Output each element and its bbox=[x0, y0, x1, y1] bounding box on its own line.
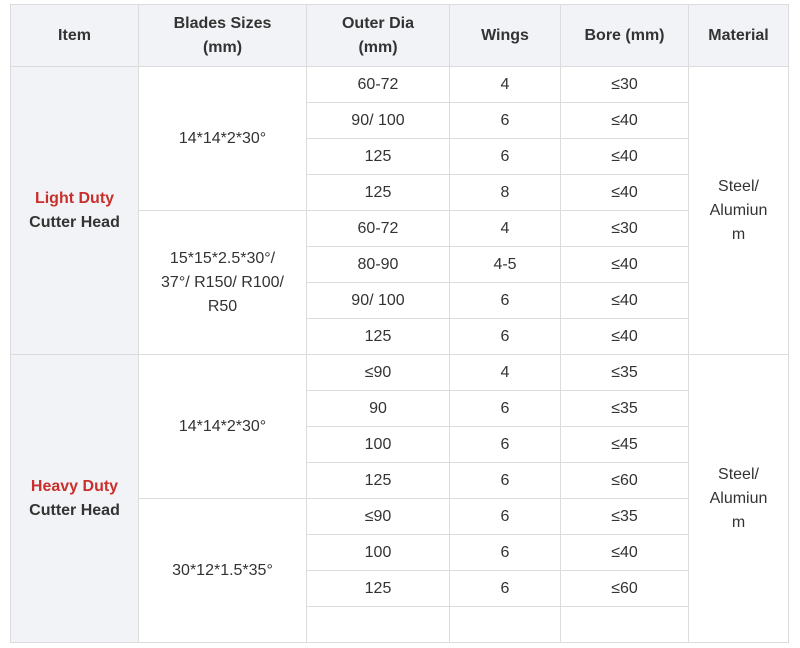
header-blades-sizes bbox=[139, 5, 307, 67]
table-header bbox=[11, 5, 789, 67]
wings-cell: 6 bbox=[450, 463, 561, 499]
wings-cell: 6 bbox=[450, 499, 561, 535]
bore-cell: ≤45 bbox=[561, 427, 689, 463]
outer-dia-cell: 125 bbox=[307, 463, 450, 499]
blade-size-line: 37°/ R150/ R100/ bbox=[161, 273, 284, 291]
material-cell bbox=[689, 67, 789, 355]
item-cell-heavy-duty bbox=[11, 355, 139, 643]
table-row bbox=[11, 67, 789, 103]
item-accent-text: Heavy Duty bbox=[30, 477, 119, 495]
material-line: Steel/ bbox=[718, 465, 759, 483]
bore-cell: ≤40 bbox=[561, 175, 689, 211]
material-line: Alumiun bbox=[709, 489, 768, 507]
outer-dia-cell: 125 bbox=[307, 319, 450, 355]
wings-cell: 6 bbox=[450, 571, 561, 607]
bore-cell: ≤40 bbox=[561, 283, 689, 319]
cutter-head-spec-table bbox=[10, 4, 789, 643]
wings-cell: 4 bbox=[450, 211, 561, 247]
wings-cell: 6 bbox=[450, 319, 561, 355]
outer-dia-cell: 90/ 100 bbox=[307, 283, 450, 319]
outer-dia-cell: 125 bbox=[307, 571, 450, 607]
outer-dia-cell: 100 bbox=[307, 427, 450, 463]
wings-cell: 4 bbox=[450, 67, 561, 103]
outer-dia-cell: 80-90 bbox=[307, 247, 450, 283]
outer-dia-cell: 60-72 bbox=[307, 67, 450, 103]
blade-size-line: 14*14*2*30° bbox=[178, 417, 267, 435]
bore-cell: ≤30 bbox=[561, 211, 689, 247]
item-cell-light-duty bbox=[11, 67, 139, 355]
wings-cell: 4-5 bbox=[450, 247, 561, 283]
material-line: m bbox=[731, 513, 746, 531]
wings-cell bbox=[450, 607, 561, 643]
bore-cell bbox=[561, 607, 689, 643]
bore-cell: ≤60 bbox=[561, 463, 689, 499]
header-blades-line1: Blades Sizes bbox=[173, 14, 272, 32]
table-row bbox=[11, 355, 789, 391]
item-base-text: Cutter Head bbox=[29, 501, 120, 519]
bore-cell: ≤40 bbox=[561, 319, 689, 355]
material-line: Steel/ bbox=[718, 177, 759, 195]
bore-cell: ≤40 bbox=[561, 103, 689, 139]
wings-cell: 6 bbox=[450, 535, 561, 571]
table-body bbox=[11, 67, 789, 643]
wings-cell: 6 bbox=[450, 103, 561, 139]
blade-size-line: 15*15*2.5*30°/ bbox=[169, 249, 276, 267]
outer-dia-cell: 100 bbox=[307, 535, 450, 571]
blade-size-cell bbox=[139, 67, 307, 211]
wings-cell: 6 bbox=[450, 283, 561, 319]
outer-dia-cell: 125 bbox=[307, 175, 450, 211]
bore-cell: ≤40 bbox=[561, 247, 689, 283]
blade-size-line: R50 bbox=[207, 297, 238, 315]
header-wings-label: Wings bbox=[481, 26, 529, 44]
blade-size-line: 30*12*1.5*35° bbox=[172, 561, 273, 579]
blade-size-line: 14*14*2*30° bbox=[178, 129, 267, 147]
header-wings bbox=[450, 5, 561, 67]
outer-dia-cell: 125 bbox=[307, 139, 450, 175]
wings-cell: 8 bbox=[450, 175, 561, 211]
outer-dia-cell: 60-72 bbox=[307, 211, 450, 247]
outer-dia-cell bbox=[307, 607, 450, 643]
bore-cell: ≤35 bbox=[561, 355, 689, 391]
bore-cell: ≤35 bbox=[561, 499, 689, 535]
header-outer-line1: Outer Dia bbox=[341, 14, 414, 32]
bore-cell: ≤40 bbox=[561, 139, 689, 175]
header-outer-line2: (mm) bbox=[358, 38, 398, 56]
header-outer-dia bbox=[307, 5, 450, 67]
spec-table-container bbox=[10, 4, 789, 643]
header-material-label: Material bbox=[708, 26, 769, 44]
wings-cell: 6 bbox=[450, 139, 561, 175]
header-material bbox=[689, 5, 789, 67]
wings-cell: 6 bbox=[450, 427, 561, 463]
bore-cell: ≤35 bbox=[561, 391, 689, 427]
header-row bbox=[11, 5, 789, 67]
blade-size-cell bbox=[139, 355, 307, 499]
wings-cell: 4 bbox=[450, 355, 561, 391]
material-line: Alumiun bbox=[709, 201, 768, 219]
outer-dia-cell: 90/ 100 bbox=[307, 103, 450, 139]
material-line: m bbox=[731, 225, 746, 243]
item-accent-text: Light Duty bbox=[34, 189, 115, 207]
blade-size-cell bbox=[139, 211, 307, 355]
header-blades-line2: (mm) bbox=[202, 38, 243, 56]
header-item-label: Item bbox=[58, 26, 91, 44]
bore-cell: ≤60 bbox=[561, 571, 689, 607]
header-item bbox=[11, 5, 139, 67]
wings-cell: 6 bbox=[450, 391, 561, 427]
blade-size-cell bbox=[139, 499, 307, 643]
outer-dia-cell: ≤90 bbox=[307, 355, 450, 391]
header-bore-label: Bore (mm) bbox=[584, 26, 665, 44]
bore-cell: ≤30 bbox=[561, 67, 689, 103]
item-base-text: Cutter Head bbox=[29, 213, 120, 231]
outer-dia-cell: 90 bbox=[307, 391, 450, 427]
header-bore bbox=[561, 5, 689, 67]
material-cell bbox=[689, 355, 789, 643]
bore-cell: ≤40 bbox=[561, 535, 689, 571]
outer-dia-cell: ≤90 bbox=[307, 499, 450, 535]
